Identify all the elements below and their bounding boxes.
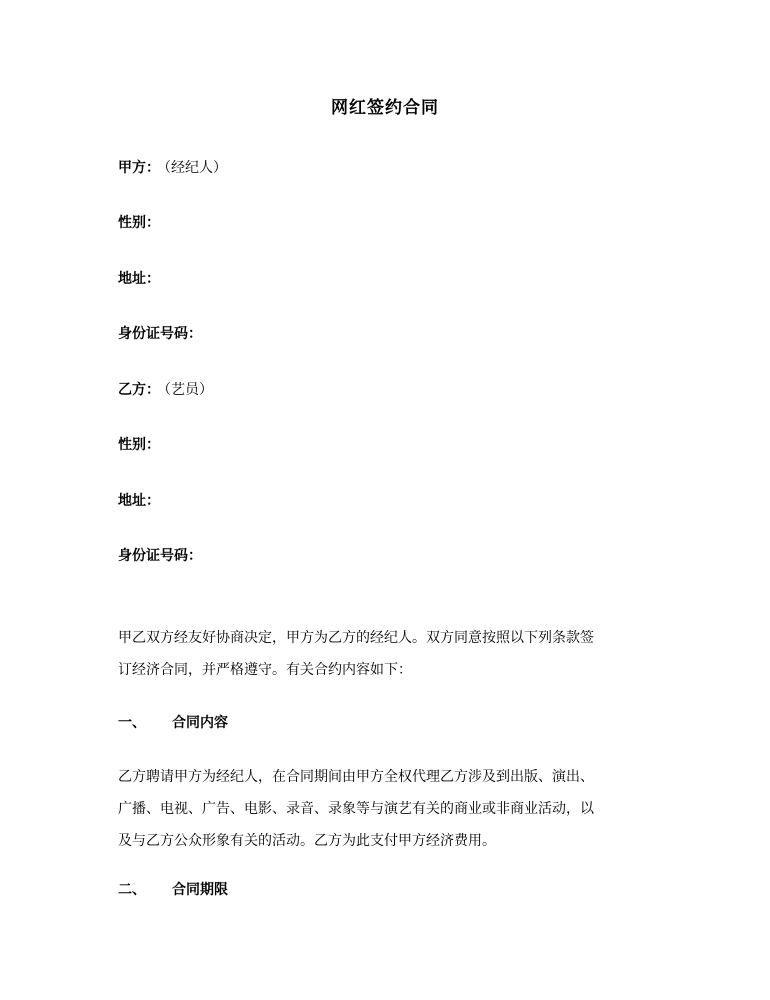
party-b-id-label: 身份证号码： bbox=[118, 548, 202, 564]
party-b-address-label: 地址： bbox=[118, 493, 160, 509]
section-number: 二、 bbox=[118, 882, 146, 898]
party-a-gender-label: 性别： bbox=[118, 215, 160, 231]
party-b-address-field bbox=[118, 491, 160, 511]
party-b-gender-label: 性别： bbox=[118, 437, 160, 453]
intro-line: 订经济合同，并严格遵守。有关合约内容如下： bbox=[118, 662, 412, 678]
party-a-address-label: 地址： bbox=[118, 271, 160, 287]
party-a-label: 甲方： bbox=[118, 160, 160, 176]
section-number: 一、 bbox=[118, 715, 146, 731]
party-b-label: 乙方： bbox=[118, 382, 160, 398]
party-a-id-field bbox=[118, 324, 202, 344]
party-a-id-label: 身份证号码： bbox=[118, 326, 202, 342]
intro-line: 甲乙双方经友好协商决定，甲方为乙方的经纪人。双方同意按照以下列条款签 bbox=[118, 630, 594, 646]
party-b-note: （艺员） bbox=[164, 382, 213, 398]
section-title: 合同内容 bbox=[172, 715, 228, 731]
section-1-line: 乙方聘请甲方为经纪人，在合同期间由甲方全权代理乙方涉及到出版、演出、 bbox=[118, 769, 594, 785]
party-a-gender-field bbox=[118, 213, 160, 233]
party-b-gender-field bbox=[118, 435, 160, 455]
section-1-paragraph bbox=[118, 767, 658, 851]
document-title: 网红签约合同 bbox=[331, 98, 439, 118]
party-a-field bbox=[118, 158, 227, 178]
party-a-note: （经纪人） bbox=[164, 160, 227, 176]
section-heading-2 bbox=[118, 880, 228, 900]
section-title: 合同期限 bbox=[172, 882, 228, 898]
intro-paragraph bbox=[118, 628, 658, 680]
section-1-line: 及与乙方公众形象有关的活动。乙方为此支付甲方经济费用。 bbox=[118, 833, 496, 849]
section-1-line: 广播、电视、广告、电影、录音、录象等与演艺有关的商业或非商业活动，以 bbox=[118, 801, 594, 817]
party-a-address-field bbox=[118, 269, 160, 289]
party-b-id-field bbox=[118, 546, 202, 566]
section-heading-1 bbox=[118, 713, 228, 733]
party-b-field bbox=[118, 380, 213, 400]
